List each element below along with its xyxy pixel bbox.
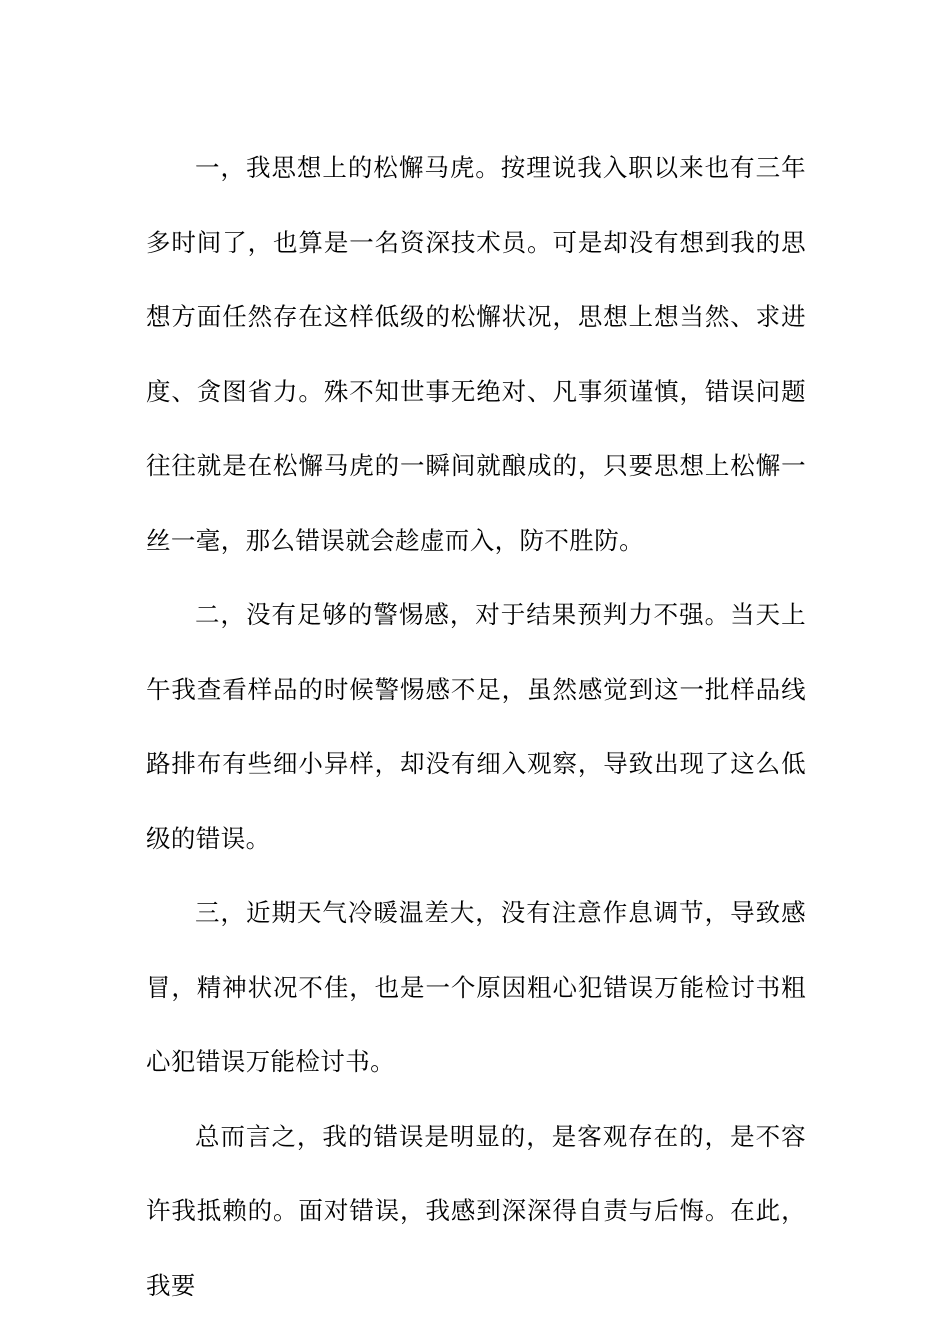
paragraph-4: 总而言之，我的错误是明显的，是客观存在的，是不容许我抵赖的。面对错误，我感到深深得自责与后悔。在此，我要: [146, 1121, 806, 1300]
document-body: [146, 131, 806, 1323]
paragraph-3: 三，近期天气冷暖温差大，没有注意作息调节，导致感冒，精神状况不佳，也是一个原因粗心犯错误万能检讨书粗心犯错误万能检讨书。: [146, 898, 806, 1076]
paragraph-1: 一，我思想上的松懈马虎。按理说我入职以来也有三年多时间了，也算是一名资深技术员。可是却没有想到我的思想方面任然存在这样低级的松懈状况，思想上想当然、求进度、贪图省力。殊不知世事无绝对、凡事须谨慎，错误问题往往就是在松懈马虎的一瞬间就酿成的，只要思想上松懈一丝一毫，那么错误就会趁虚而入，防不胜防。: [146, 153, 806, 555]
paragraph-2: 二，没有足够的警惕感，对于结果预判力不强。当天上午我查看样品的时候警惕感不足，虽然感觉到这一批样品线路排布有些细小异样，却没有细入观察，导致出现了这么低级的错误。: [146, 600, 806, 853]
